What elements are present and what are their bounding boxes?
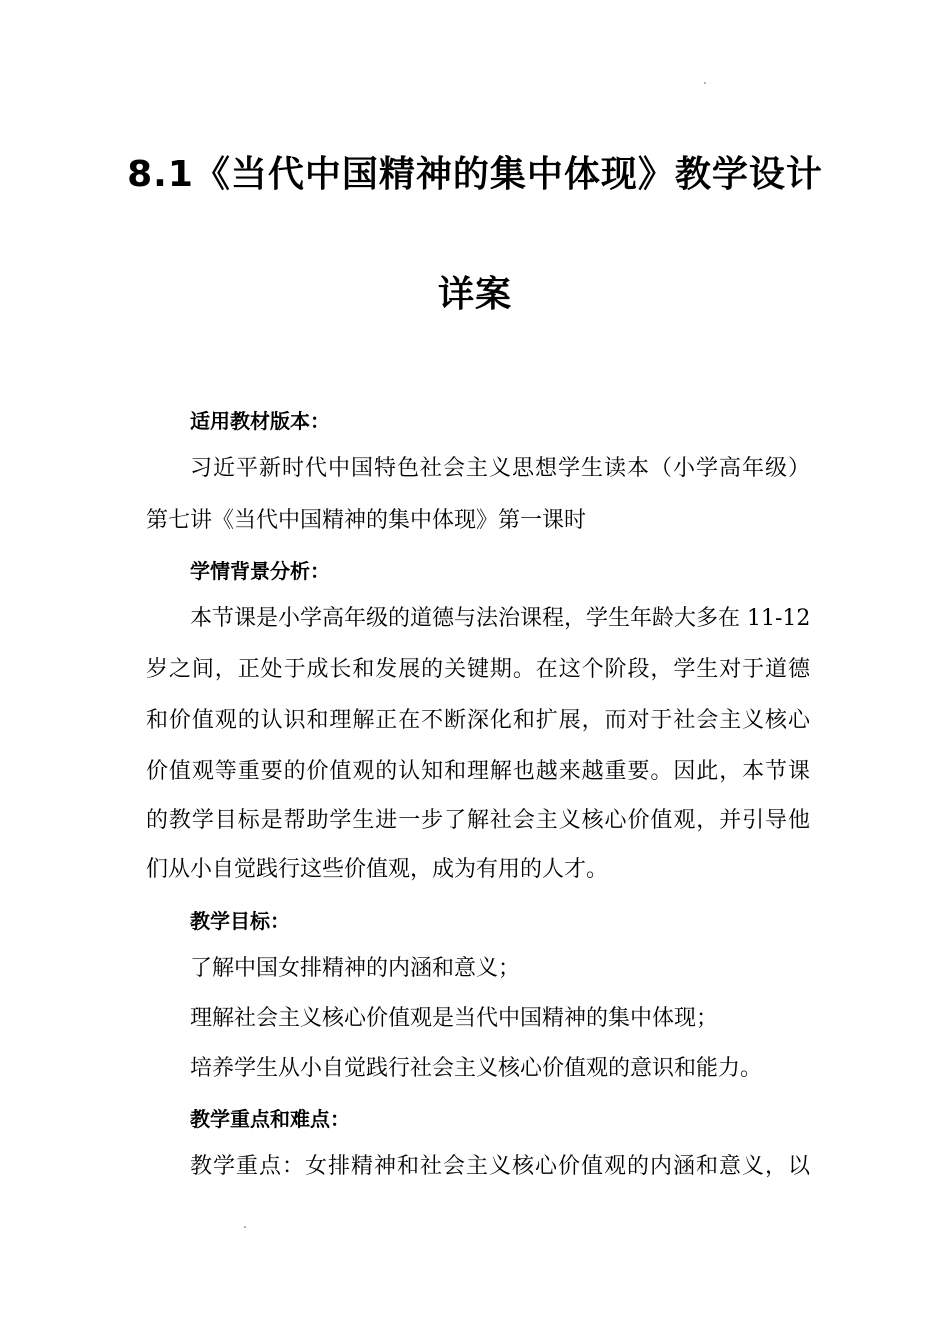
objective-item: 了解中国女排精神的内涵和意义； bbox=[190, 956, 521, 981]
page-mark-top bbox=[704, 82, 706, 84]
objective-item: 理解社会主义核心价值观是当代中国精神的集中体现； bbox=[190, 1006, 719, 1031]
background-paragraph-line: 价值观等重要的价值观的认知和理解也越来越重要。因此，本节课 bbox=[146, 759, 810, 784]
key-points-line: 教学重点：女排精神和社会主义核心价值观的内涵和意义，以 bbox=[190, 1154, 810, 1179]
document-title: 8.1《当代中国精神的集中体现》教学设计 bbox=[127, 154, 823, 195]
textbook-line: 第七讲《当代中国精神的集中体现》第一课时 bbox=[146, 508, 587, 533]
textbook-line: 习近平新时代中国特色社会主义思想学生读本（小学高年级） bbox=[190, 456, 810, 481]
background-paragraph-line: 本节课是小学高年级的道德与法治课程，学生年龄大多在 11-12 bbox=[190, 606, 811, 631]
background-paragraph-line: 和价值观的认识和理解正在不断深化和扩展，而对于社会主义核心 bbox=[146, 708, 810, 733]
key-points-heading: 教学重点和难点： bbox=[190, 1107, 350, 1131]
background-heading: 学情背景分析： bbox=[190, 559, 330, 583]
page-mark-bottom bbox=[244, 1226, 246, 1228]
textbook-heading: 适用教材版本： bbox=[190, 409, 330, 433]
objectives-heading: 教学目标： bbox=[190, 909, 290, 933]
background-paragraph-line: 们从小自觉践行这些价值观，成为有用的人才。 bbox=[146, 857, 609, 882]
background-paragraph-line: 的教学目标是帮助学生进一步了解社会主义核心价值观，并引导他 bbox=[146, 808, 810, 833]
background-paragraph-line: 岁之间，正处于成长和发展的关键期。在这个阶段，学生对于道德 bbox=[146, 657, 810, 682]
document-title-continued: 详案 bbox=[437, 274, 512, 315]
objective-item: 培养学生从小自觉践行社会主义核心价值观的意识和能力。 bbox=[190, 1056, 763, 1081]
